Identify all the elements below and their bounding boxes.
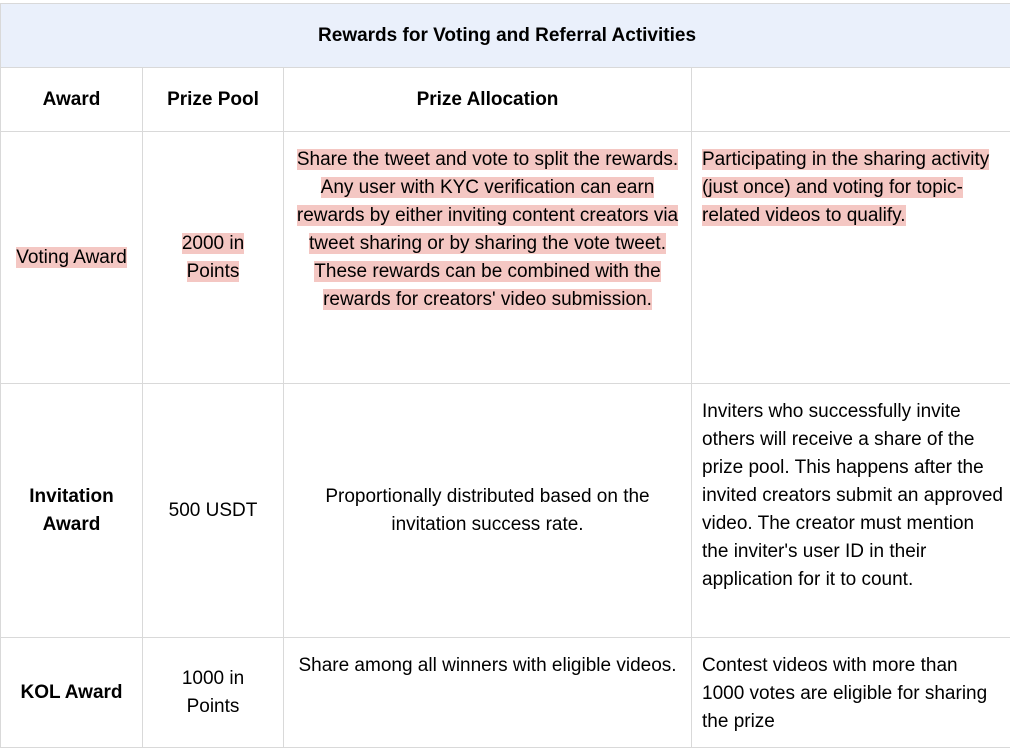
header-prize-allocation: Prize Allocation bbox=[284, 68, 692, 132]
requirement-cell bbox=[692, 638, 1010, 748]
requirement-text: Participating in the sharing activity (just once) and voting for topic-related videos to qualify. bbox=[702, 149, 989, 226]
award-cell bbox=[1, 132, 143, 384]
award-name: Invitation Award bbox=[29, 486, 113, 535]
award-cell bbox=[1, 384, 143, 638]
header-prize-pool: Prize Pool bbox=[143, 68, 284, 132]
header-requirement bbox=[692, 68, 1010, 132]
award-name: Voting Award bbox=[16, 247, 127, 268]
table-row bbox=[1, 638, 1010, 748]
allocation-text: Share the tweet and vote to split the rewards. Any user with KYC verification can earn rewards by either inviting content creators via tweet sharing or by sharing the vote tweet. These rewards can be combined with the rewards for creators' video submission. bbox=[297, 149, 678, 310]
allocation-cell bbox=[284, 638, 692, 748]
requirement-text: Contest videos with more than 1000 votes are eligible for sharing the prize bbox=[702, 655, 987, 732]
requirement-text: Inviters who successfully invite others will receive a share of the prize pool. This happens after the invited creators submit an approved video. The creator must mention the inviter's user ID in their application for it to count. bbox=[702, 401, 1003, 590]
prize-pool-cell bbox=[143, 638, 284, 748]
prize-pool-cell bbox=[143, 384, 284, 638]
allocation-text: Share among all winners with eligible videos. bbox=[298, 655, 676, 676]
prize-pool-value: 1000 in Points bbox=[182, 668, 244, 717]
table-title: Rewards for Voting and Referral Activities bbox=[1, 4, 1010, 68]
allocation-cell bbox=[284, 132, 692, 384]
allocation-cell bbox=[284, 384, 692, 638]
table-title-row bbox=[1, 4, 1010, 68]
table-header-row bbox=[1, 68, 1010, 132]
prize-pool-value: 500 USDT bbox=[169, 500, 258, 521]
prize-pool-cell bbox=[143, 132, 284, 384]
prize-pool-value: 2000 in Points bbox=[182, 233, 244, 282]
header-award: Award bbox=[1, 68, 143, 132]
table-row bbox=[1, 384, 1010, 638]
allocation-text: Proportionally distributed based on the invitation success rate. bbox=[325, 486, 649, 535]
table-row bbox=[1, 132, 1010, 384]
requirement-cell bbox=[692, 384, 1010, 638]
award-cell bbox=[1, 638, 143, 748]
requirement-cell bbox=[692, 132, 1010, 384]
rewards-table bbox=[0, 3, 1010, 748]
award-name: KOL Award bbox=[20, 682, 122, 703]
